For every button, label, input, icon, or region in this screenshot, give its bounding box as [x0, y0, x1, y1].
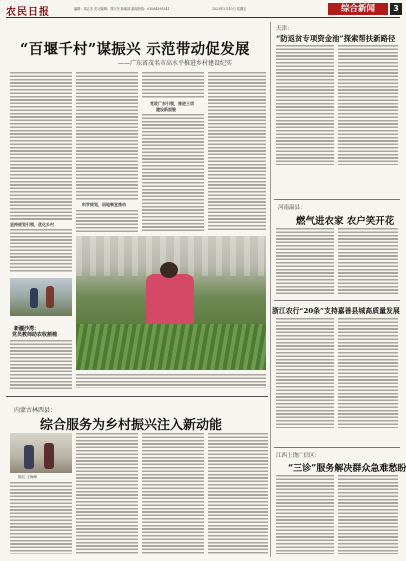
section-title: 综合新闻 [328, 3, 388, 15]
side-photo-caption [10, 318, 72, 322]
right-article2-kicker: 河南温县： [278, 205, 306, 211]
right-article3-body-a [276, 318, 334, 428]
article1-body-bottom [76, 374, 266, 388]
right-article2-body-a [276, 228, 334, 296]
article1-body-col2 [76, 72, 138, 200]
article2-title: 综合服务为乡村振兴注入新动能 [40, 418, 223, 433]
article2-byline: 陈红 王海峰 [18, 475, 38, 479]
newspaper-logo: 农民日报 [6, 7, 50, 18]
right-article1-body-a [276, 45, 334, 165]
cotton-field-photo [10, 278, 72, 316]
right-article1-title: “防返贫专项资金池”探索帮扶新路径 [276, 34, 396, 43]
article1-kicker-col2: 科学规划，因地制宜推动 [82, 202, 126, 207]
right-article1-body-b [338, 45, 398, 165]
right-article4-kicker: 江西上饶广信区： [276, 453, 321, 459]
article1-kicker-col3b: 建设新面貌 [156, 107, 176, 112]
article2-body-col2 [76, 433, 138, 554]
article2-kicker: 内蒙古林西县： [14, 407, 57, 414]
side-article-title-a: 新疆沙湾： [14, 326, 40, 332]
right-divider-3 [274, 447, 400, 448]
article2-body-col4 [208, 433, 268, 554]
right-divider-2 [274, 300, 400, 301]
article1-body-col4 [208, 72, 266, 232]
side-article-title-b: 党员教师助农收割棉 [12, 332, 58, 338]
left-divider [6, 396, 268, 397]
article1-body-col1 [10, 72, 72, 220]
article1-subtitle: ——广东省茂名市高水平推进乡村建设纪实 [118, 60, 233, 67]
right-article3-body-b [338, 318, 398, 428]
article1-body-col2b [76, 210, 138, 232]
issue-date: 2023年2月10日 星期五 [212, 7, 247, 11]
article2-body-col1 [10, 482, 72, 554]
article2-body-col3 [142, 433, 204, 554]
worker-figure [146, 274, 194, 326]
article1-kicker-col1: 坚持规划引领，优化乡村 [10, 222, 54, 227]
right-article4-title: “三诊”服务解决群众急难愁盼 [288, 464, 406, 474]
right-article4-body-b [338, 475, 398, 554]
masthead-rule [6, 17, 400, 18]
article1-body-col3b [142, 114, 204, 232]
right-article1-kicker: 天津： [276, 26, 293, 32]
right-article3-title: 浙江农行“20条”支持嘉善县城高质量发展 [272, 307, 400, 315]
greenhouse-photo [76, 236, 266, 370]
right-article4-body-a [276, 475, 334, 554]
masthead [6, 3, 402, 17]
page-number: 3 [390, 3, 402, 15]
side-article-body [10, 340, 72, 390]
article1-title: “百堰千村”谋振兴 示范带动促发展 [20, 41, 250, 58]
article1-body-col1b [10, 229, 72, 273]
article1-kicker-col3a: 党政广东引领，推进三项 [150, 101, 194, 106]
column-divider [270, 22, 271, 557]
right-divider-1 [274, 199, 400, 200]
right-article2-title: 燃气进农家 农户笑开花 [296, 216, 395, 227]
right-article2-body-b [338, 228, 398, 296]
article1-body-col3 [142, 72, 204, 98]
service-center-photo [10, 433, 72, 473]
editor-info: 编辑：周乙木 见习编辑：郑少杰 新闻部 新闻热线：01084395341 [74, 7, 170, 11]
